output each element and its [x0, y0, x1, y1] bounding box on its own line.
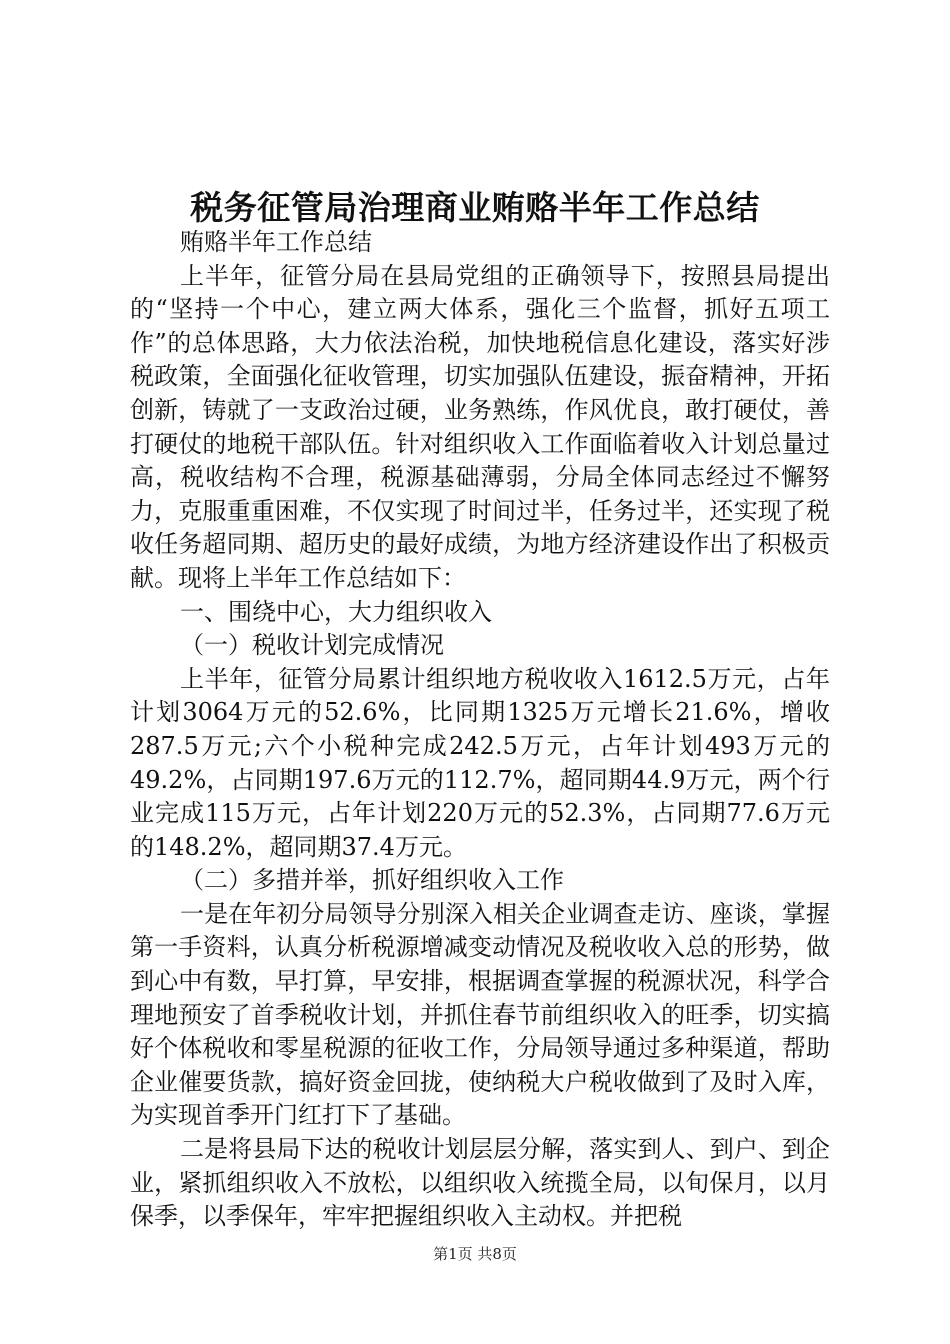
paragraph-measure-one: 一是在年初分局领导分别深入相关企业调查走访、座谈，掌握第一手资料，认真分析税源增减变动情况及税收收入总的形势，做到心中有数，早打算，早安排，根据调查掌握的税源状况，科学合理地预安了首季税收计划，并抓住春节前组织收入的旺季，切实搞好个体税收和零星税源的征收工作，分局领导通过多种渠道，帮助企业催要货款，搞好资金回拢，使纳税大户税收做到了及时入库，为实现首季开门红打下了基础。	[130, 899, 830, 1130]
document-title: 税务征管局治理商业贿赂半年工作总结	[190, 188, 760, 227]
paragraph-measure-two: 二是将县局下达的税收计划层层分解，落实到人、到户、到企业，紧抓组织收入不放松，以组织收入统揽全局，以旬保月，以月保季，以季保年，牢牢把握组织收入主动权。并把税	[130, 1135, 830, 1231]
section-heading-1: 一、围绕中心，大力组织收入	[180, 597, 492, 626]
subsection-heading-1: （一）税收计划完成情况	[180, 631, 444, 660]
subsection-heading-2: （二）多措并举，抓好组织收入工作	[180, 866, 564, 895]
paragraph-plan-completion: 上半年，征管分局累计组织地方税收收入1612.5万元，占年计划3064万元的52.6%，比同期1325万元增长21.6%，增收287.5万元;六个小税种完成242.5万元，占年计划493万元的49.2%，占同期197.6万元的112.7%，超同期44.9万元，两个行业完成115万元，占年计划220万元的52.3%，占同期77.6万元的148.2%，超同期37.4万元。	[130, 664, 830, 861]
document-body	[130, 226, 830, 1234]
document-subtitle: 贿赂半年工作总结	[180, 228, 372, 256]
paragraph-intro: 上半年，征管分局在县局党组的正确领导下，按照县局提出的“坚持一个中心，建立两大体系，强化三个监督，抓好五项工作”的总体思路，大力依法治税，加快地税信息化建设，落实好涉税政策，全面强化征收管理，切实加强队伍建设，振奋精神，开拓创新，铸就了一支政治过硬，业务熟练，作风优良，敢打硬仗，善打硬仗的地税干部队伍。针对组织收入工作面临着收入计划总量过高，税收结构不合理，税源基础薄弱，分局全体同志经过不懈努力，克服重重困难，不仅实现了时间过半，任务过半，还实现了税收任务超同期、超历史的最好成绩，为地方经济建设作出了积极贡献。现将上半年工作总结如下：	[130, 261, 830, 592]
page-number-footer: 第1页 共8页	[433, 1245, 517, 1263]
